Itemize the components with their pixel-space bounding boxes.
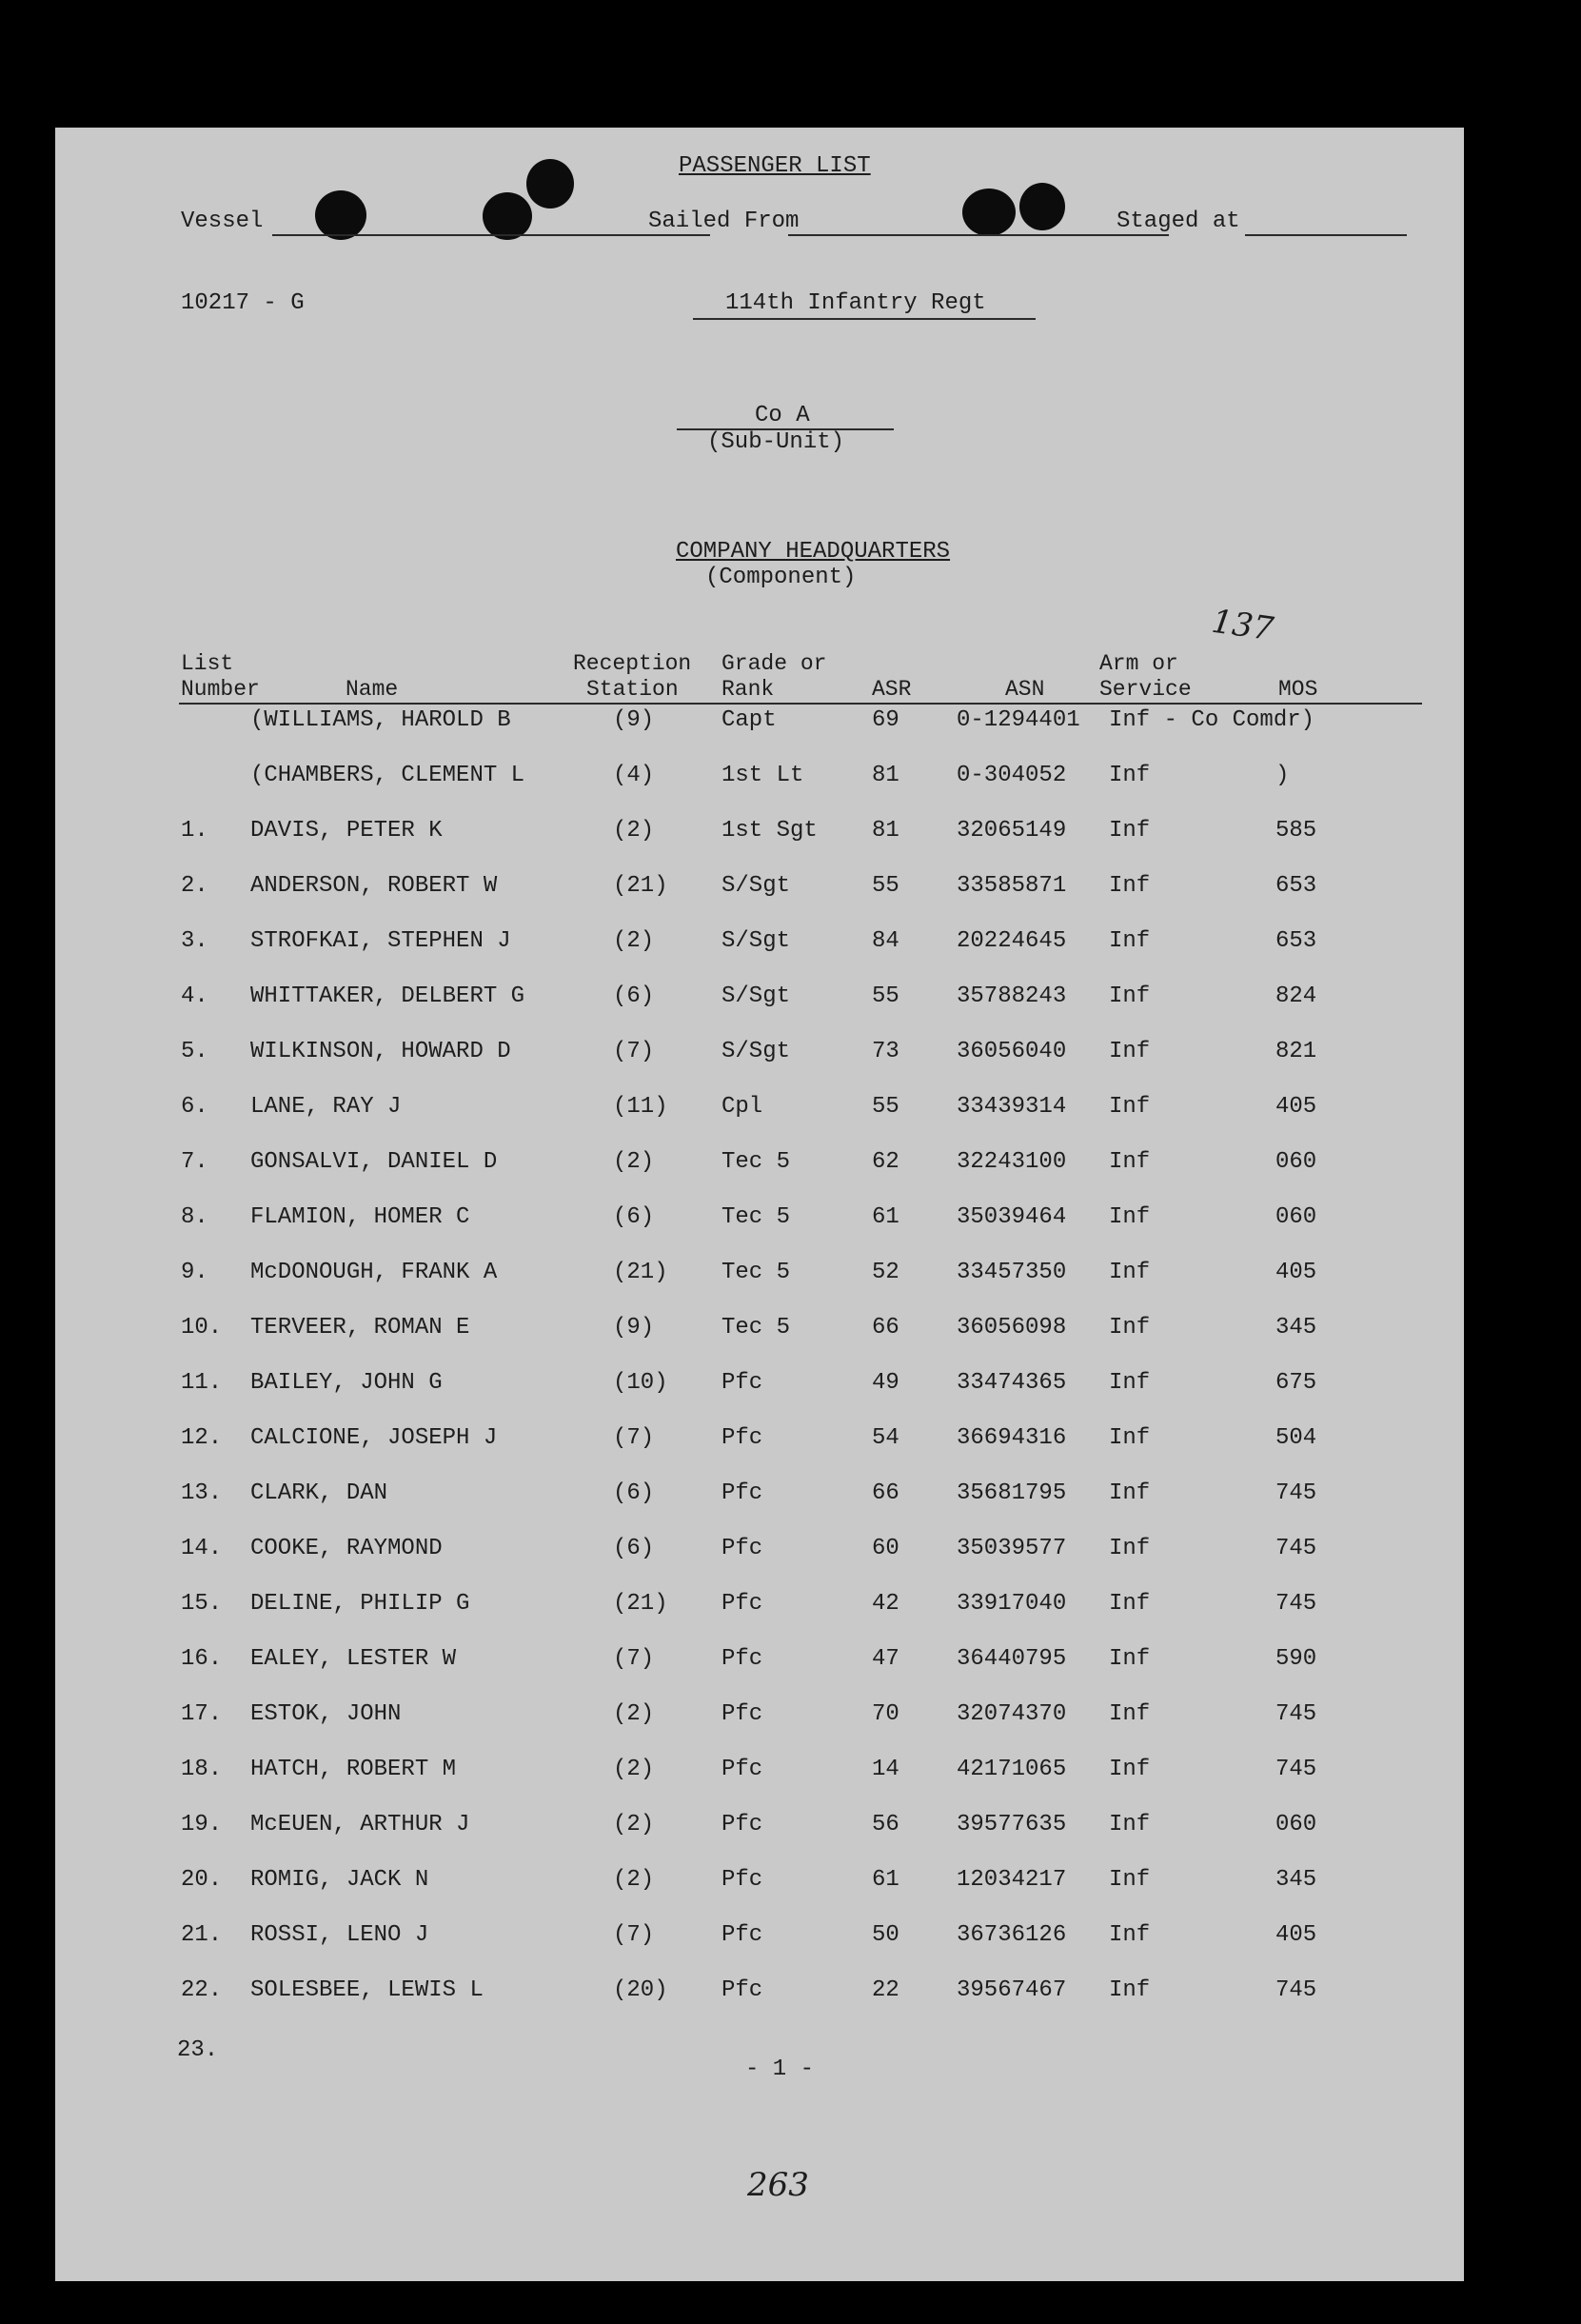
table-row <box>55 1923 1464 1952</box>
page-number: - 1 - <box>745 2056 815 2082</box>
list-number-cell: 17. <box>181 1701 223 1727</box>
asn-cell: 33474365 <box>957 1370 1067 1396</box>
staged-at-blank <box>1245 234 1407 236</box>
asn-cell: 35039577 <box>957 1536 1067 1561</box>
col-arm: Arm or <box>1099 651 1178 676</box>
asn-cell: 0-1294401 <box>957 707 1080 733</box>
grade-cell: Pfc <box>721 1480 763 1506</box>
mos-cell: 745 <box>1275 1591 1317 1617</box>
list-number-cell: 6. <box>181 1094 208 1120</box>
list-number-cell: 19. <box>181 1812 223 1837</box>
name-cell: HATCH, ROBERT M <box>250 1757 457 1782</box>
asr-cell: 81 <box>872 818 899 844</box>
col-arm: Service <box>1099 677 1192 702</box>
name-cell: ROMIG, JACK N <box>250 1867 429 1893</box>
list-number-cell: 16. <box>181 1646 223 1672</box>
reception-station-cell: (6) <box>613 1536 655 1561</box>
asr-cell: 54 <box>872 1425 899 1451</box>
table-row <box>55 984 1464 1013</box>
unit-name: 114th Infantry Regt <box>725 290 986 316</box>
table-row <box>55 708 1464 737</box>
asr-cell: 14 <box>872 1757 899 1782</box>
mos-cell: 590 <box>1275 1646 1317 1672</box>
asr-cell: 81 <box>872 763 899 788</box>
list-number-cell: 18. <box>181 1757 223 1782</box>
col-list-number: List <box>181 651 234 676</box>
asn-cell: 39577635 <box>957 1812 1067 1837</box>
asr-cell: 47 <box>872 1646 899 1672</box>
reception-station-cell: (21) <box>613 873 668 899</box>
grade-cell: Cpl <box>721 1094 763 1120</box>
asr-cell: 62 <box>872 1149 899 1175</box>
asr-cell: 55 <box>872 873 899 899</box>
name-cell: (CHAMBERS, CLEMENT L <box>250 763 525 788</box>
reception-station-cell: (2) <box>613 1757 655 1782</box>
mos-cell: 345 <box>1275 1867 1317 1893</box>
name-cell: SOLESBEE, LEWIS L <box>250 1977 484 2003</box>
grade-cell: Tec 5 <box>721 1315 791 1341</box>
arm-cell: Inf <box>1109 1260 1151 1285</box>
mos-cell: 585 <box>1275 818 1317 844</box>
table-row <box>55 1813 1464 1841</box>
reception-station-cell: (2) <box>613 1812 655 1837</box>
asr-cell: 66 <box>872 1480 899 1506</box>
col-name: Name <box>346 677 399 702</box>
table-row <box>55 1978 1464 2007</box>
asr-cell: 49 <box>872 1370 899 1396</box>
list-number-cell: 3. <box>181 928 208 954</box>
grade-cell: S/Sgt <box>721 983 791 1009</box>
list-number-cell: 21. <box>181 1922 223 1948</box>
grade-cell: S/Sgt <box>721 1039 791 1064</box>
vessel-blank <box>272 234 710 236</box>
asn-cell: 35681795 <box>957 1480 1067 1506</box>
arm-cell: Inf <box>1109 818 1151 844</box>
mos-cell: 745 <box>1275 1480 1317 1506</box>
col-reception-station: Station <box>586 677 679 702</box>
arm-cell: Inf <box>1109 1315 1151 1341</box>
table-row <box>55 1316 1464 1344</box>
asn-cell: 0-304052 <box>957 763 1067 788</box>
list-number-cell: 20. <box>181 1867 223 1893</box>
asn-cell: 33457350 <box>957 1260 1067 1285</box>
reception-station-cell: (2) <box>613 818 655 844</box>
name-cell: McDONOUGH, FRANK A <box>250 1260 498 1285</box>
reception-station-cell: (2) <box>613 1701 655 1727</box>
asn-cell: 32243100 <box>957 1149 1067 1175</box>
asr-cell: 61 <box>872 1867 899 1893</box>
list-number-cell: 9. <box>181 1260 208 1285</box>
asn-cell: 36440795 <box>957 1646 1067 1672</box>
col-mos: MOS <box>1278 677 1318 702</box>
name-cell: EALEY, LESTER W <box>250 1646 457 1672</box>
asn-cell: 42171065 <box>957 1757 1067 1782</box>
arm-cell: Inf <box>1109 1646 1151 1672</box>
grade-cell: Pfc <box>721 1425 763 1451</box>
name-cell: ROSSI, LENO J <box>250 1922 429 1948</box>
table-row <box>55 1205 1464 1234</box>
file-code: 10217 - G <box>181 290 305 316</box>
asn-cell: 32065149 <box>957 818 1067 844</box>
name-cell: CALCIONE, JOSEPH J <box>250 1425 498 1451</box>
name-cell: (WILLIAMS, HAROLD B <box>250 707 511 733</box>
passenger-list-page <box>55 128 1464 2281</box>
mos-cell: 345 <box>1275 1315 1317 1341</box>
reception-station-cell: (7) <box>613 1922 655 1948</box>
table-row <box>55 1371 1464 1400</box>
ink-blot <box>962 189 1016 236</box>
arm-cell: Inf <box>1109 1757 1151 1782</box>
table-row <box>55 764 1464 792</box>
asn-cell: 32074370 <box>957 1701 1067 1727</box>
table-row <box>55 1647 1464 1676</box>
reception-station-cell: (6) <box>613 983 655 1009</box>
mos-cell: ) <box>1275 763 1290 788</box>
list-number-cell: 22. <box>181 1977 223 2003</box>
asn-cell: 35788243 <box>957 983 1067 1009</box>
arm-cell: Inf <box>1109 873 1151 899</box>
arm-cell: Inf <box>1109 1039 1151 1064</box>
staged-at-label: Staged at <box>1117 209 1240 234</box>
grade-cell: Tec 5 <box>721 1149 791 1175</box>
reception-station-cell: (6) <box>613 1480 655 1506</box>
sub-unit: Co A <box>755 403 810 428</box>
table-row <box>55 1261 1464 1289</box>
reception-station-cell: (9) <box>613 707 655 733</box>
mos-cell: 745 <box>1275 1536 1317 1561</box>
page-title: PASSENGER LIST <box>679 153 871 179</box>
name-cell: BAILEY, JOHN G <box>250 1370 443 1396</box>
arm-cell: Inf <box>1109 1370 1151 1396</box>
asr-cell: 70 <box>872 1701 899 1727</box>
arm-cell: Inf <box>1109 1480 1151 1506</box>
asr-cell: 69 <box>872 707 899 733</box>
list-number-cell: 10. <box>181 1315 223 1341</box>
name-cell: CLARK, DAN <box>250 1480 388 1506</box>
name-cell: LANE, RAY J <box>250 1094 402 1120</box>
grade-cell: Pfc <box>721 1757 763 1782</box>
name-cell: STROFKAI, STEPHEN J <box>250 928 511 954</box>
asr-cell: 56 <box>872 1812 899 1837</box>
asn-cell: 33585871 <box>957 873 1067 899</box>
list-number-cell: 7. <box>181 1149 208 1175</box>
arm-cell: Inf <box>1109 1536 1151 1561</box>
asn-cell: 20224645 <box>957 928 1067 954</box>
header-rule <box>179 703 1422 705</box>
list-number-cell: 8. <box>181 1204 208 1230</box>
reception-station-cell: (7) <box>613 1039 655 1064</box>
sailed-from-blank <box>788 234 1169 236</box>
table-row <box>55 1095 1464 1123</box>
name-cell: COOKE, RAYMOND <box>250 1536 443 1561</box>
col-grade: Grade or <box>721 651 827 676</box>
asr-cell: 55 <box>872 1094 899 1120</box>
reception-station-cell: (11) <box>613 1094 668 1120</box>
mos-cell: 821 <box>1275 1039 1317 1064</box>
grade-cell: Tec 5 <box>721 1204 791 1230</box>
reception-station-cell: (2) <box>613 928 655 954</box>
mos-cell: 060 <box>1275 1149 1317 1175</box>
list-number-cell: 5. <box>181 1039 208 1064</box>
handwritten-folio: 263 <box>747 2166 809 2204</box>
asn-cell: 36694316 <box>957 1425 1067 1451</box>
mos-cell: 405 <box>1275 1922 1317 1948</box>
asn-cell: 33439314 <box>957 1094 1067 1120</box>
name-cell: GONSALVI, DANIEL D <box>250 1149 498 1175</box>
arm-cell: Inf <box>1109 1204 1151 1230</box>
mos-cell: 824 <box>1275 983 1317 1009</box>
mos-cell: 060 <box>1275 1204 1317 1230</box>
table-row <box>55 1040 1464 1068</box>
ink-blot <box>483 192 532 240</box>
ink-blot <box>315 190 366 240</box>
mos-cell: 745 <box>1275 1977 1317 2003</box>
table-row <box>55 1702 1464 1731</box>
reception-station-cell: (20) <box>613 1977 668 2003</box>
grade-cell: Tec 5 <box>721 1260 791 1285</box>
asr-cell: 22 <box>872 1977 899 2003</box>
component-caption: (Component) <box>705 565 857 590</box>
table-row <box>55 1758 1464 1786</box>
name-cell: McEUEN, ARTHUR J <box>250 1812 470 1837</box>
grade-cell: Pfc <box>721 1646 763 1672</box>
table-row <box>55 1537 1464 1565</box>
handwritten-count: 137 <box>1209 602 1276 649</box>
asn-cell: 12034217 <box>957 1867 1067 1893</box>
reception-station-cell: (10) <box>613 1370 668 1396</box>
arm-cell: Inf <box>1109 1149 1151 1175</box>
reception-station-cell: (2) <box>613 1149 655 1175</box>
asr-cell: 60 <box>872 1536 899 1561</box>
mos-cell: 060 <box>1275 1812 1317 1837</box>
grade-cell: S/Sgt <box>721 928 791 954</box>
mos-cell: 504 <box>1275 1425 1317 1451</box>
table-row <box>55 1868 1464 1897</box>
component-title: COMPANY HEADQUARTERS <box>676 539 951 565</box>
table-row <box>55 819 1464 847</box>
name-cell: WILKINSON, HOWARD D <box>250 1039 511 1064</box>
asn-cell: 36056098 <box>957 1315 1067 1341</box>
asn-cell: 35039464 <box>957 1204 1067 1230</box>
reception-station-cell: (6) <box>613 1204 655 1230</box>
table-row <box>55 1426 1464 1455</box>
arm-cell: Inf <box>1109 1701 1151 1727</box>
grade-cell: Pfc <box>721 1867 763 1893</box>
reception-station-cell: (4) <box>613 763 655 788</box>
name-cell: DELINE, PHILIP G <box>250 1591 470 1617</box>
ink-blot <box>1019 183 1065 230</box>
asr-cell: 61 <box>872 1204 899 1230</box>
arm-cell: Inf <box>1109 1977 1151 2003</box>
list-number-cell: 14. <box>181 1536 223 1561</box>
asr-cell: 55 <box>872 983 899 1009</box>
grade-cell: Pfc <box>721 1536 763 1561</box>
trailing-list-number: 23. <box>177 2037 219 2063</box>
arm-cell: Inf - Co Comdr) <box>1109 707 1315 733</box>
grade-cell: Pfc <box>721 1812 763 1837</box>
mos-cell: 745 <box>1275 1757 1317 1782</box>
asn-cell: 36056040 <box>957 1039 1067 1064</box>
grade-cell: Pfc <box>721 1922 763 1948</box>
sailed-from-label: Sailed From <box>648 209 800 234</box>
col-asn: ASN <box>1005 677 1045 702</box>
asr-cell: 66 <box>872 1315 899 1341</box>
table-row <box>55 1592 1464 1620</box>
table-row <box>55 874 1464 903</box>
list-number-cell: 11. <box>181 1370 223 1396</box>
mos-cell: 653 <box>1275 928 1317 954</box>
arm-cell: Inf <box>1109 1425 1151 1451</box>
grade-cell: Pfc <box>721 1701 763 1727</box>
name-cell: ANDERSON, ROBERT W <box>250 873 498 899</box>
asn-cell: 39567467 <box>957 1977 1067 2003</box>
arm-cell: Inf <box>1109 1094 1151 1120</box>
arm-cell: Inf <box>1109 1812 1151 1837</box>
mos-cell: 653 <box>1275 873 1317 899</box>
list-number-cell: 13. <box>181 1480 223 1506</box>
list-number-cell: 2. <box>181 873 208 899</box>
list-number-cell: 1. <box>181 818 208 844</box>
table-row <box>55 1481 1464 1510</box>
vessel-label: Vessel <box>181 209 264 234</box>
grade-cell: Capt <box>721 707 777 733</box>
grade-cell: S/Sgt <box>721 873 791 899</box>
asn-cell: 33917040 <box>957 1591 1067 1617</box>
asr-cell: 52 <box>872 1260 899 1285</box>
grade-cell: Pfc <box>721 1977 763 2003</box>
arm-cell: Inf <box>1109 1867 1151 1893</box>
col-grade: Rank <box>721 677 775 702</box>
arm-cell: Inf <box>1109 928 1151 954</box>
col-asr: ASR <box>872 677 912 702</box>
list-number-cell: 15. <box>181 1591 223 1617</box>
arm-cell: Inf <box>1109 763 1151 788</box>
list-number-cell: 4. <box>181 983 208 1009</box>
arm-cell: Inf <box>1109 983 1151 1009</box>
reception-station-cell: (7) <box>613 1425 655 1451</box>
asr-cell: 42 <box>872 1591 899 1617</box>
name-cell: TERVEER, ROMAN E <box>250 1315 470 1341</box>
arm-cell: Inf <box>1109 1922 1151 1948</box>
reception-station-cell: (7) <box>613 1646 655 1672</box>
col-list-number: Number <box>181 677 260 702</box>
grade-cell: 1st Lt <box>721 763 804 788</box>
table-row <box>55 1150 1464 1179</box>
mos-cell: 405 <box>1275 1260 1317 1285</box>
asr-cell: 84 <box>872 928 899 954</box>
asn-cell: 36736126 <box>957 1922 1067 1948</box>
name-cell: WHITTAKER, DELBERT G <box>250 983 525 1009</box>
mos-cell: 405 <box>1275 1094 1317 1120</box>
reception-station-cell: (21) <box>613 1260 668 1285</box>
grade-cell: Pfc <box>721 1591 763 1617</box>
name-cell: ESTOK, JOHN <box>250 1701 402 1727</box>
mos-cell: 745 <box>1275 1701 1317 1727</box>
reception-station-cell: (21) <box>613 1591 668 1617</box>
col-reception-station: Reception <box>573 651 692 676</box>
arm-cell: Inf <box>1109 1591 1151 1617</box>
sub-unit-caption: (Sub-Unit) <box>707 429 845 455</box>
grade-cell: Pfc <box>721 1370 763 1396</box>
name-cell: DAVIS, PETER K <box>250 818 443 844</box>
mos-cell: 675 <box>1275 1370 1317 1396</box>
asr-cell: 73 <box>872 1039 899 1064</box>
reception-station-cell: (2) <box>613 1867 655 1893</box>
list-number-cell: 12. <box>181 1425 223 1451</box>
reception-station-cell: (9) <box>613 1315 655 1341</box>
name-cell: FLAMION, HOMER C <box>250 1204 470 1230</box>
grade-cell: 1st Sgt <box>721 818 818 844</box>
table-row <box>55 929 1464 958</box>
ink-blot <box>526 159 574 209</box>
unit-underline <box>693 318 1036 320</box>
asr-cell: 50 <box>872 1922 899 1948</box>
